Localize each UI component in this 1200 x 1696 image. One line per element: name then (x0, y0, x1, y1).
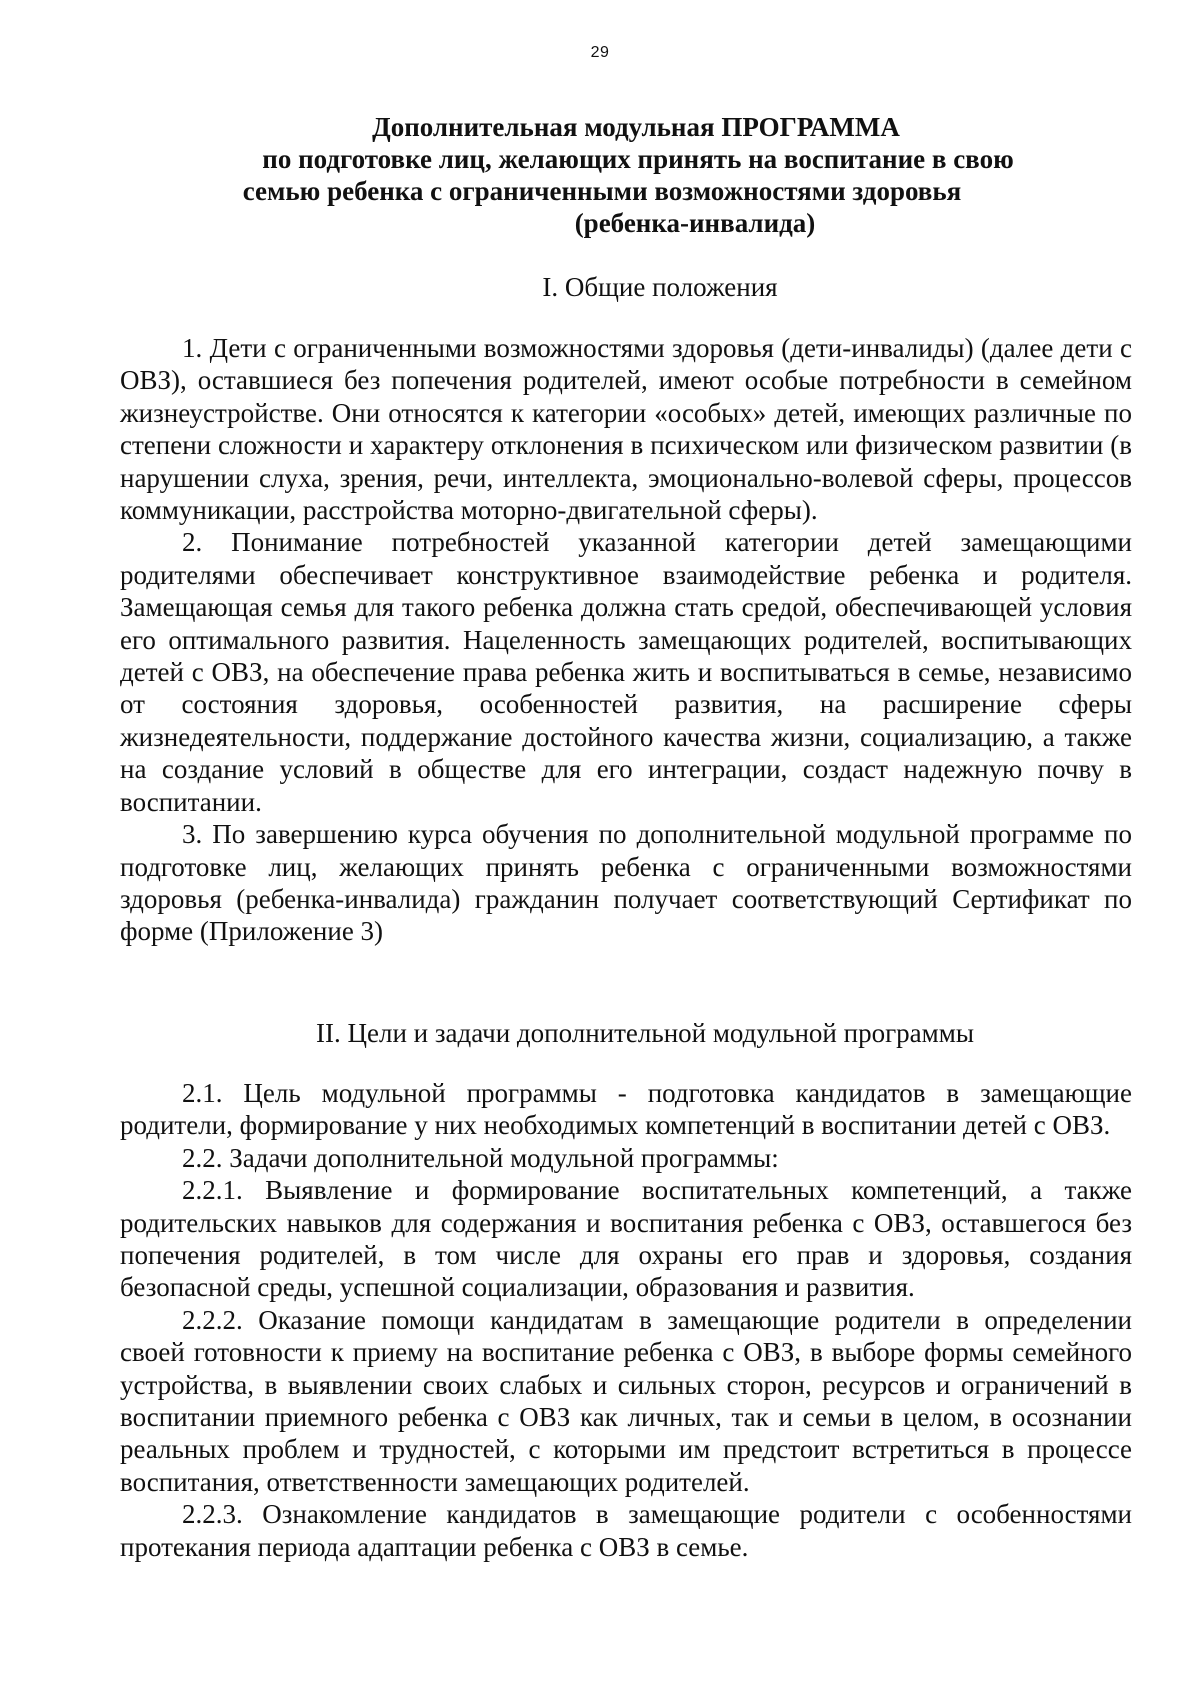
title-line-3: семью ребенка с ограниченными возможностями здоровья (242, 176, 962, 206)
paragraph-2-2-1: 2.2.1. Выявление и формирование воспитательных компетенций, а также родительских навыков для содержания и воспитания ребенка с ОВЗ, оставшегося без попечения родителей, в том числе для охраны его прав и здоровья, создания безопасной среды, успешной социализации, образования и развития. (120, 1175, 1132, 1303)
paragraph-2: 2. Понимание потребностей указанной категории детей замещающими родителями обеспечивает конструктивное взаимодействие ребенка и родителя. Замещающая семья для такого ребенка должна стать средой, обеспечивающей условия его оптимального развития. Нацеленность замещающих родителей, воспитывающих детей с ОВЗ, на обеспечение права ребенка жить и воспитываться в семье, независимо от состояния здоровья, особенностей развития, на расширение сферы жизнедеятельности, поддержание достойного качества жизни, социализацию, а также на создание условий в обществе для его интеграции, создаст надежную почву в воспитании. (120, 527, 1132, 817)
paragraph-1: 1. Дети с ограниченными возможностями здоровья (дети-инвалиды) (далее дети с ОВЗ), оставшиеся без попечения родителей, имеют особые потребности в семейном жизнеустройстве. Они относятся к категории «особых» детей, имеющих различные по степени сложности и характеру отклонения в психическом или физическом развитии (в нарушении слуха, зрения, речи, интеллекта, эмоционально-волевой сферы, процессов коммуникации, расстройства моторно-двигательной сферы). (120, 333, 1132, 526)
section-heading-general-provisions: I. Общие положения (542, 272, 778, 302)
title-line-2: по подготовке лиц, желающих принять на воспитание в свою (262, 144, 1014, 174)
paragraph-2-1: 2.1. Цель модульной программы - подготовка кандидатов в замещающие родители, формирование у них необходимых компетенций в воспитании детей с ОВЗ. (120, 1078, 1132, 1141)
paragraph-2-2: 2.2. Задачи дополнительной модульной программы: (182, 1142, 779, 1173)
document-title (0, 111, 1200, 239)
paragraph-2-2-3: 2.2.3. Ознакомление кандидатов в замещающие родители с особенностями протекания периода адаптации ребенка с ОВЗ в семье. (120, 1499, 1132, 1562)
section-heading-goals-tasks: II. Цели и задачи дополнительной модульной программы (316, 1018, 974, 1048)
section-general-provisions-body (120, 332, 1132, 948)
paragraph-2-2-2: 2.2.2. Оказание помощи кандидатам в замещающие родители в определении своей готовности к приему на воспитание ребенка с ОВЗ, в выборе формы семейного устройства, в выявлении своих слабых и сильных сторон, ресурсов и ограничений в воспитании приемного ребенка с ОВЗ как личных, так и семьи в целом, в осознании реальных проблем и трудностей, с которыми им предстоит встретиться в процессе воспитания, ответственности замещающих родителей. (120, 1304, 1132, 1497)
title-line-1: Дополнительная модульная ПРОГРАММА (372, 112, 900, 142)
title-line-4: (ребенка-инвалида) (574, 208, 816, 238)
section-goals-tasks-body (120, 1077, 1132, 1563)
paragraph-3: 3. По завершению курса обучения по дополнительной модульной программе по подготовке лиц, желающих принять ребенка с ограниченными возможностями здоровья (ребенка-инвалида) гражданин получает соответствующий Сертификат по форме (Приложение 3) (120, 819, 1132, 947)
page-number: 29 (590, 44, 610, 61)
